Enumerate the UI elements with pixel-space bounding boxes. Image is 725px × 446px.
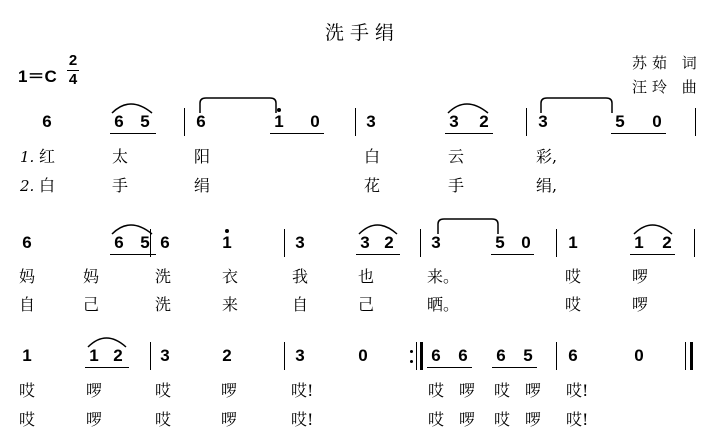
note: 3 bbox=[160, 346, 170, 365]
lyric: 衣 bbox=[221, 267, 238, 286]
lyric: 我 bbox=[291, 267, 308, 286]
rest: 0 bbox=[634, 346, 644, 365]
lyric: 哎! bbox=[566, 381, 589, 400]
note: 3 bbox=[360, 233, 370, 252]
note-high: 1 bbox=[220, 233, 234, 253]
lyric: 啰 bbox=[524, 381, 541, 400]
note: 1 bbox=[634, 233, 644, 252]
slur bbox=[200, 98, 276, 113]
note: 2 bbox=[384, 233, 394, 252]
note: 3 bbox=[295, 233, 305, 252]
lyric: 啰 bbox=[85, 410, 102, 429]
barline bbox=[556, 342, 557, 370]
repeat-dot bbox=[410, 360, 413, 363]
lyric: 自 bbox=[18, 295, 35, 314]
note: 2 bbox=[222, 346, 232, 365]
note: 3 bbox=[538, 112, 548, 131]
note: 5 bbox=[615, 112, 625, 131]
barline bbox=[420, 229, 421, 257]
repeat-thick-line bbox=[420, 342, 423, 370]
rest: 0 bbox=[358, 346, 368, 365]
note: 6 bbox=[42, 112, 52, 131]
barline bbox=[694, 229, 695, 257]
note: 6 bbox=[114, 233, 124, 252]
note: 5 bbox=[140, 112, 150, 131]
lyricist-credit: 苏茹 词 bbox=[632, 54, 702, 72]
note: 3 bbox=[366, 112, 376, 131]
note: 6 bbox=[431, 346, 441, 365]
rest: 0 bbox=[310, 112, 320, 131]
barline bbox=[150, 342, 151, 370]
slur bbox=[438, 219, 498, 234]
underline bbox=[85, 367, 129, 368]
lyric: 啰 bbox=[85, 381, 102, 400]
lyric: 己 bbox=[357, 295, 374, 314]
lyric: 啰 bbox=[631, 295, 648, 314]
lyric: 哎 bbox=[427, 381, 444, 400]
lyric: 阳 bbox=[193, 147, 210, 166]
note: 6 bbox=[458, 346, 468, 365]
underline bbox=[630, 254, 675, 255]
barline bbox=[355, 108, 356, 136]
lyric: 啰 bbox=[631, 267, 648, 286]
note: 5 bbox=[140, 233, 150, 252]
slur bbox=[541, 98, 612, 113]
barline bbox=[284, 229, 285, 257]
lyric: 啰 bbox=[220, 381, 237, 400]
note: 3 bbox=[295, 346, 305, 365]
note: 3 bbox=[449, 112, 459, 131]
lyric: 啰 bbox=[220, 410, 237, 429]
lyric: 哎 bbox=[154, 410, 171, 429]
lyric: 哎! bbox=[291, 381, 314, 400]
lyric: 云 bbox=[447, 147, 464, 166]
lyric: 彩, bbox=[536, 147, 558, 166]
barline bbox=[526, 108, 527, 136]
lyric: 己 bbox=[82, 295, 99, 314]
lyric: 啰 bbox=[458, 381, 475, 400]
rest: 0 bbox=[521, 233, 531, 252]
note: 6 bbox=[160, 233, 170, 252]
time-denominator: 4 bbox=[68, 71, 78, 88]
note: 3 bbox=[431, 233, 441, 252]
barline bbox=[150, 229, 151, 257]
note: 2 bbox=[113, 346, 123, 365]
song-title: 洗手绢 bbox=[324, 22, 400, 44]
barline bbox=[284, 342, 285, 370]
underline bbox=[491, 254, 534, 255]
note: 1 bbox=[22, 346, 32, 365]
note: 6 bbox=[114, 112, 124, 131]
lyric: 来。 bbox=[427, 267, 460, 286]
verse-number: 2. bbox=[20, 177, 35, 195]
underline bbox=[611, 133, 666, 134]
lyric: 哎 bbox=[18, 381, 35, 400]
lyric: 啰 bbox=[524, 410, 541, 429]
note: 5 bbox=[495, 233, 505, 252]
lyric: 洗 bbox=[154, 267, 171, 286]
barline bbox=[695, 108, 696, 136]
lyric: 手 bbox=[447, 176, 464, 195]
lyric: 哎 bbox=[427, 410, 444, 429]
lyric: 妈 bbox=[18, 267, 35, 286]
lyric: 自 bbox=[291, 295, 308, 314]
underline bbox=[270, 133, 324, 134]
underline bbox=[492, 367, 537, 368]
lyric: 花 bbox=[363, 176, 380, 195]
lyric: 来 bbox=[221, 295, 238, 314]
underline bbox=[356, 254, 400, 255]
lyric: 哎 bbox=[564, 267, 581, 286]
lyric: 哎! bbox=[291, 410, 314, 429]
note: 6 bbox=[496, 346, 506, 365]
lyric: 哎 bbox=[493, 381, 510, 400]
note: 2 bbox=[479, 112, 489, 131]
lyric: 红 bbox=[38, 147, 55, 166]
lyric: 洗 bbox=[154, 295, 171, 314]
lyric: 手 bbox=[111, 176, 128, 195]
note: 6 bbox=[22, 233, 32, 252]
lyric: 晒。 bbox=[427, 295, 460, 314]
note-high: 1 bbox=[272, 112, 286, 132]
lyric: 哎 bbox=[493, 410, 510, 429]
underline bbox=[445, 133, 493, 134]
note: 5 bbox=[523, 346, 533, 365]
note: 2 bbox=[662, 233, 672, 252]
note: 6 bbox=[568, 346, 578, 365]
repeat-dot bbox=[410, 350, 413, 353]
verse-number: 1. bbox=[20, 148, 35, 166]
lyric: 啰 bbox=[458, 410, 475, 429]
note: 6 bbox=[196, 112, 206, 131]
final-thick-line bbox=[690, 342, 693, 370]
composer-credit: 汪玲 曲 bbox=[632, 78, 702, 96]
underline bbox=[110, 133, 156, 134]
key-signature: 1＝C bbox=[18, 67, 57, 86]
repeat-thin-line bbox=[416, 342, 417, 370]
rest: 0 bbox=[652, 112, 662, 131]
lyric: 哎 bbox=[18, 410, 35, 429]
barline bbox=[184, 108, 185, 136]
lyric: 也 bbox=[357, 267, 374, 286]
lyric: 哎 bbox=[564, 295, 581, 314]
lyric: 白 bbox=[38, 176, 55, 195]
lyric: 妈 bbox=[82, 267, 99, 286]
note: 1 bbox=[89, 346, 99, 365]
note: 1 bbox=[568, 233, 578, 252]
lyric: 哎! bbox=[566, 410, 589, 429]
lyric: 绢 bbox=[193, 176, 210, 195]
lyric: 绢, bbox=[536, 176, 558, 195]
lyric: 太 bbox=[111, 147, 128, 166]
final-thin-line bbox=[685, 342, 686, 370]
lyric: 白 bbox=[363, 147, 380, 166]
time-numerator: 2 bbox=[68, 52, 78, 69]
underline bbox=[427, 367, 472, 368]
barline bbox=[556, 229, 557, 257]
lyric: 哎 bbox=[154, 381, 171, 400]
